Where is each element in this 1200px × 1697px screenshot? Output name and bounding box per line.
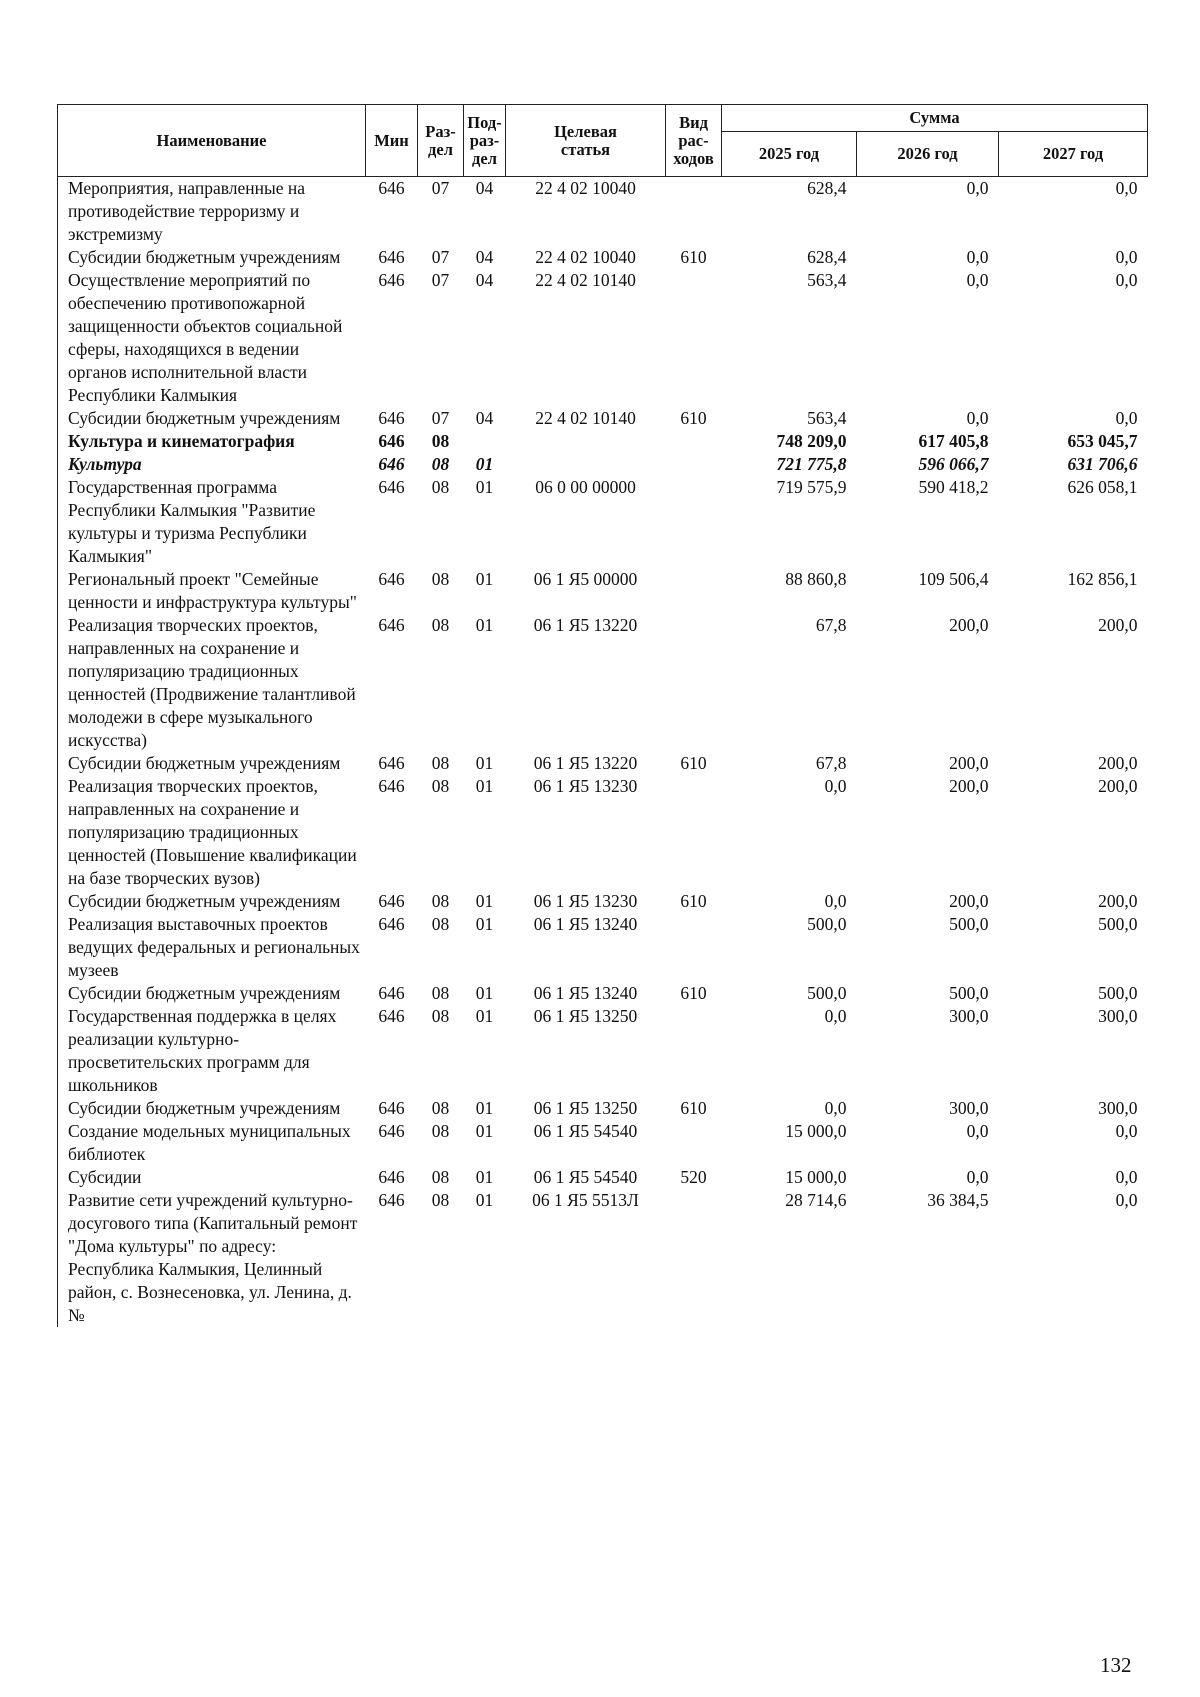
row-podrazdel: 01 — [475, 983, 494, 1003]
row-vid: 610 — [680, 891, 707, 911]
row-min: 646 — [378, 1190, 405, 1210]
row-podrazdel: 01 — [475, 914, 494, 934]
row-name: Мероприятия, направленные на противодействие терроризму и экстремизму — [58, 177, 366, 247]
row-vid — [666, 775, 722, 890]
row-name: Осуществление мероприятий по обеспечению противопожарной защищенности объектов социальной сферы, находящихся в ведении органов исполнительной власти Республики Калмыкия — [58, 269, 366, 407]
row-razdel: 08 — [431, 431, 450, 451]
budget-table-sheet — [57, 104, 1147, 1327]
row-target — [506, 453, 666, 476]
row-min: 646 — [378, 178, 405, 198]
row-sum-2026: 0,0 — [966, 247, 989, 267]
row-vid: 610 — [680, 1098, 707, 1118]
row-target: 06 1 Я5 13240 — [533, 983, 638, 1003]
row-podrazdel: 01 — [475, 1167, 494, 1187]
table-row — [58, 1120, 1148, 1166]
row-vid — [666, 913, 722, 982]
row-sum-2027: 162 856,1 — [1067, 569, 1138, 589]
row-vid: 610 — [680, 247, 707, 267]
row-min: 646 — [378, 1006, 405, 1026]
row-sum-2027: 200,0 — [1098, 753, 1138, 773]
budget-table — [57, 104, 1148, 1327]
row-min: 646 — [378, 615, 405, 635]
row-target: 22 4 02 10140 — [535, 408, 636, 428]
row-podrazdel: 04 — [475, 270, 494, 290]
row-vid — [666, 568, 722, 614]
row-podrazdel: 01 — [475, 1006, 494, 1026]
table-row — [58, 476, 1148, 568]
row-sum-2026: 0,0 — [966, 1167, 989, 1187]
row-name: Реализация творческих проектов, направленных на сохранение и популяризацию традиционных ценностей (Продвижение талантливой молодежи в сфере музыкального искусства) — [58, 614, 366, 752]
row-min: 646 — [378, 431, 405, 451]
row-razdel: 08 — [431, 983, 450, 1003]
row-razdel: 07 — [431, 270, 450, 290]
row-razdel: 08 — [431, 1190, 450, 1210]
row-target — [506, 430, 666, 453]
row-sum-2026: 200,0 — [949, 891, 989, 911]
row-sum-2025: 721 775,8 — [776, 454, 847, 474]
row-razdel: 07 — [431, 178, 450, 198]
row-min: 646 — [378, 1098, 405, 1118]
row-razdel: 08 — [431, 569, 450, 589]
table-body — [58, 177, 1148, 1328]
row-name: Субсидии бюджетным учреждениям — [58, 982, 366, 1005]
row-sum-2027: 0,0 — [1115, 1121, 1138, 1141]
row-target: 06 1 Я5 00000 — [533, 569, 638, 589]
table-row — [58, 177, 1148, 247]
row-sum-2025: 628,4 — [807, 247, 847, 267]
row-name: Культура и кинематография — [58, 430, 366, 453]
table-row — [58, 1189, 1148, 1327]
row-razdel: 08 — [431, 914, 450, 934]
row-sum-2027: 500,0 — [1098, 983, 1138, 1003]
row-min: 646 — [378, 983, 405, 1003]
row-sum-2025: 563,4 — [807, 270, 847, 290]
row-name: Субсидии бюджетным учреждениям — [58, 890, 366, 913]
row-vid — [666, 453, 722, 476]
row-target: 06 1 Я5 13230 — [533, 776, 638, 796]
table-row — [58, 453, 1148, 476]
row-name: Реализация творческих проектов, направленных на сохранение и популяризацию традиционных ценностей (Повышение квалификации на базе творческих вузов) — [58, 775, 366, 890]
row-target: 22 4 02 10140 — [535, 270, 636, 290]
row-sum-2026: 0,0 — [966, 178, 989, 198]
row-name: Реализация выставочных проектов ведущих федеральных и региональных музеев — [58, 913, 366, 982]
row-target: 22 4 02 10040 — [535, 178, 636, 198]
row-razdel: 08 — [431, 1098, 450, 1118]
page-number: 132 — [1100, 1653, 1132, 1677]
row-sum-2027: 0,0 — [1115, 1167, 1138, 1187]
row-sum-2026: 0,0 — [966, 408, 989, 428]
row-vid — [666, 614, 722, 752]
row-min: 646 — [378, 454, 405, 474]
row-min: 646 — [378, 408, 405, 428]
row-sum-2027: 653 045,7 — [1067, 431, 1138, 451]
row-name: Региональный проект "Семейные ценности и инфраструктура культуры" — [58, 568, 366, 614]
header-name: Наименование — [58, 105, 366, 177]
row-sum-2026: 500,0 — [949, 914, 989, 934]
row-razdel: 08 — [431, 477, 450, 497]
row-target: 06 0 00 00000 — [535, 477, 636, 497]
row-sum-2025: 500,0 — [807, 914, 847, 934]
row-min: 646 — [378, 1121, 405, 1141]
row-razdel: 08 — [431, 454, 450, 474]
row-razdel: 08 — [431, 753, 450, 773]
header-2027: 2027 год — [999, 132, 1148, 177]
row-sum-2026: 590 418,2 — [918, 477, 989, 497]
row-podrazdel: 01 — [475, 569, 494, 589]
table-row — [58, 913, 1148, 982]
header-razdel: Раз- дел — [418, 105, 464, 177]
row-vid — [666, 1120, 722, 1166]
row-sum-2025: 719 575,9 — [776, 477, 847, 497]
row-min: 646 — [378, 569, 405, 589]
row-podrazdel: 01 — [475, 891, 494, 911]
row-sum-2026: 300,0 — [949, 1098, 989, 1118]
row-razdel: 08 — [431, 776, 450, 796]
row-razdel: 08 — [431, 1006, 450, 1026]
row-vid — [666, 1189, 722, 1327]
row-razdel: 08 — [431, 1167, 450, 1187]
row-min: 646 — [378, 753, 405, 773]
row-name: Субсидии — [58, 1166, 366, 1189]
row-razdel: 08 — [431, 1121, 450, 1141]
row-sum-2026: 109 506,4 — [918, 569, 989, 589]
row-min: 646 — [378, 891, 405, 911]
row-vid — [666, 430, 722, 453]
table-row — [58, 568, 1148, 614]
row-sum-2027: 0,0 — [1115, 178, 1138, 198]
row-sum-2025: 0,0 — [824, 776, 847, 796]
row-sum-2025: 0,0 — [824, 1006, 847, 1026]
row-min: 646 — [378, 477, 405, 497]
table-row — [58, 982, 1148, 1005]
table-row — [58, 407, 1148, 430]
row-min: 646 — [378, 1167, 405, 1187]
row-sum-2027: 0,0 — [1115, 408, 1138, 428]
row-target: 06 1 Я5 13220 — [533, 753, 638, 773]
row-target: 06 1 Я5 54540 — [533, 1167, 638, 1187]
row-target: 06 1 Я5 13250 — [533, 1098, 638, 1118]
row-sum-2026: 300,0 — [949, 1006, 989, 1026]
header-target: Целевая статья — [506, 105, 666, 177]
row-sum-2025: 28 714,6 — [785, 1190, 847, 1210]
row-sum-2025: 748 209,0 — [776, 431, 847, 451]
row-name: Субсидии бюджетным учреждениям — [58, 407, 366, 430]
table-row — [58, 614, 1148, 752]
row-podrazdel: 01 — [475, 1098, 494, 1118]
row-target: 22 4 02 10040 — [535, 247, 636, 267]
row-podrazdel: 01 — [475, 615, 494, 635]
row-sum-2025: 563,4 — [807, 408, 847, 428]
row-min: 646 — [378, 270, 405, 290]
table-row — [58, 752, 1148, 775]
row-vid: 610 — [680, 983, 707, 1003]
table-row — [58, 775, 1148, 890]
row-sum-2027: 200,0 — [1098, 776, 1138, 796]
row-podrazdel: 04 — [475, 247, 494, 267]
row-sum-2025: 67,8 — [815, 753, 847, 773]
row-razdel: 07 — [431, 408, 450, 428]
row-sum-2027: 500,0 — [1098, 914, 1138, 934]
table-row — [58, 1005, 1148, 1097]
row-razdel: 08 — [431, 615, 450, 635]
header-2025: 2025 год — [722, 132, 857, 177]
row-name: Создание модельных муниципальных библиотек — [58, 1120, 366, 1166]
row-target: 06 1 Я5 13230 — [533, 891, 638, 911]
header-2026: 2026 год — [857, 132, 999, 177]
row-target: 06 1 Я5 13250 — [533, 1006, 638, 1026]
row-target: 06 1 Я5 54540 — [533, 1121, 638, 1141]
table-row — [58, 1097, 1148, 1120]
row-sum-2027: 0,0 — [1115, 1190, 1138, 1210]
row-vid — [666, 269, 722, 407]
row-sum-2027: 200,0 — [1098, 891, 1138, 911]
row-razdel: 07 — [431, 247, 450, 267]
row-podrazdel: 01 — [475, 1190, 494, 1210]
row-name: Развитие сети учреждений культурно-досугового типа (Капитальный ремонт "Дома культуры" по адресу: Республика Калмыкия, Целинный район, с. Вознесеновка, ул. Ленина, д. № — [58, 1189, 366, 1327]
table-row — [58, 890, 1148, 913]
row-sum-2025: 0,0 — [824, 1098, 847, 1118]
row-name: Государственная поддержка в целях реализации культурно-просветительских программ для школьников — [58, 1005, 366, 1097]
row-target: 06 1 Я5 13220 — [533, 615, 638, 635]
row-podrazdel: 04 — [475, 408, 494, 428]
row-podrazdel: 04 — [475, 178, 494, 198]
table-row — [58, 269, 1148, 407]
row-target: 06 1 Я5 5513Л — [532, 1190, 639, 1210]
row-sum-2027: 300,0 — [1098, 1006, 1138, 1026]
row-podrazdel: 01 — [475, 1121, 494, 1141]
row-sum-2025: 0,0 — [824, 891, 847, 911]
header-min: Мин — [366, 105, 418, 177]
row-name: Государственная программа Республики Калмыкия "Развитие культуры и туризма Республики Калмыкия" — [58, 476, 366, 568]
row-name: Культура — [58, 453, 366, 476]
row-sum-2025: 500,0 — [807, 983, 847, 1003]
table-row — [58, 1166, 1148, 1189]
row-sum-2027: 631 706,6 — [1067, 454, 1138, 474]
row-vid — [666, 177, 722, 247]
table-row — [58, 246, 1148, 269]
row-sum-2026: 200,0 — [949, 776, 989, 796]
row-podrazdel: 01 — [475, 776, 494, 796]
row-sum-2026: 200,0 — [949, 753, 989, 773]
header-podrazdel: Под- раз- дел — [464, 105, 506, 177]
row-sum-2025: 15 000,0 — [785, 1121, 847, 1141]
row-sum-2027: 300,0 — [1098, 1098, 1138, 1118]
row-name: Субсидии бюджетным учреждениям — [58, 246, 366, 269]
row-razdel: 08 — [431, 891, 450, 911]
row-podrazdel: 01 — [475, 477, 494, 497]
row-name: Субсидии бюджетным учреждениям — [58, 1097, 366, 1120]
row-sum-2027: 0,0 — [1115, 247, 1138, 267]
row-vid — [666, 476, 722, 568]
row-min: 646 — [378, 247, 405, 267]
row-sum-2025: 88 860,8 — [785, 569, 847, 589]
row-min: 646 — [378, 776, 405, 796]
row-sum-2026: 200,0 — [949, 615, 989, 635]
row-sum-2026: 0,0 — [966, 1121, 989, 1141]
row-sum-2026: 0,0 — [966, 270, 989, 290]
row-sum-2026: 36 384,5 — [927, 1190, 989, 1210]
row-vid — [666, 1005, 722, 1097]
row-sum-2027: 200,0 — [1098, 615, 1138, 635]
row-sum-2025: 67,8 — [815, 615, 847, 635]
row-podrazdel: 01 — [475, 753, 494, 773]
row-sum-2027: 626 058,1 — [1067, 477, 1138, 497]
row-sum-2027: 0,0 — [1115, 270, 1138, 290]
table-row — [58, 430, 1148, 453]
row-sum-2026: 500,0 — [949, 983, 989, 1003]
row-sum-2025: 628,4 — [807, 178, 847, 198]
row-sum-2026: 617 405,8 — [918, 431, 989, 451]
row-vid: 610 — [680, 753, 707, 773]
row-name: Субсидии бюджетным учреждениям — [58, 752, 366, 775]
row-podrazdel — [464, 430, 506, 453]
row-sum-2026: 596 066,7 — [918, 454, 989, 474]
row-vid: 520 — [680, 1167, 707, 1187]
row-sum-2025: 15 000,0 — [785, 1167, 847, 1187]
header-vid: Вид рас- ходов — [666, 105, 722, 177]
row-target: 06 1 Я5 13240 — [533, 914, 638, 934]
row-vid: 610 — [680, 408, 707, 428]
row-podrazdel: 01 — [475, 454, 494, 474]
row-min: 646 — [378, 914, 405, 934]
header-summa: Сумма — [722, 105, 1148, 132]
